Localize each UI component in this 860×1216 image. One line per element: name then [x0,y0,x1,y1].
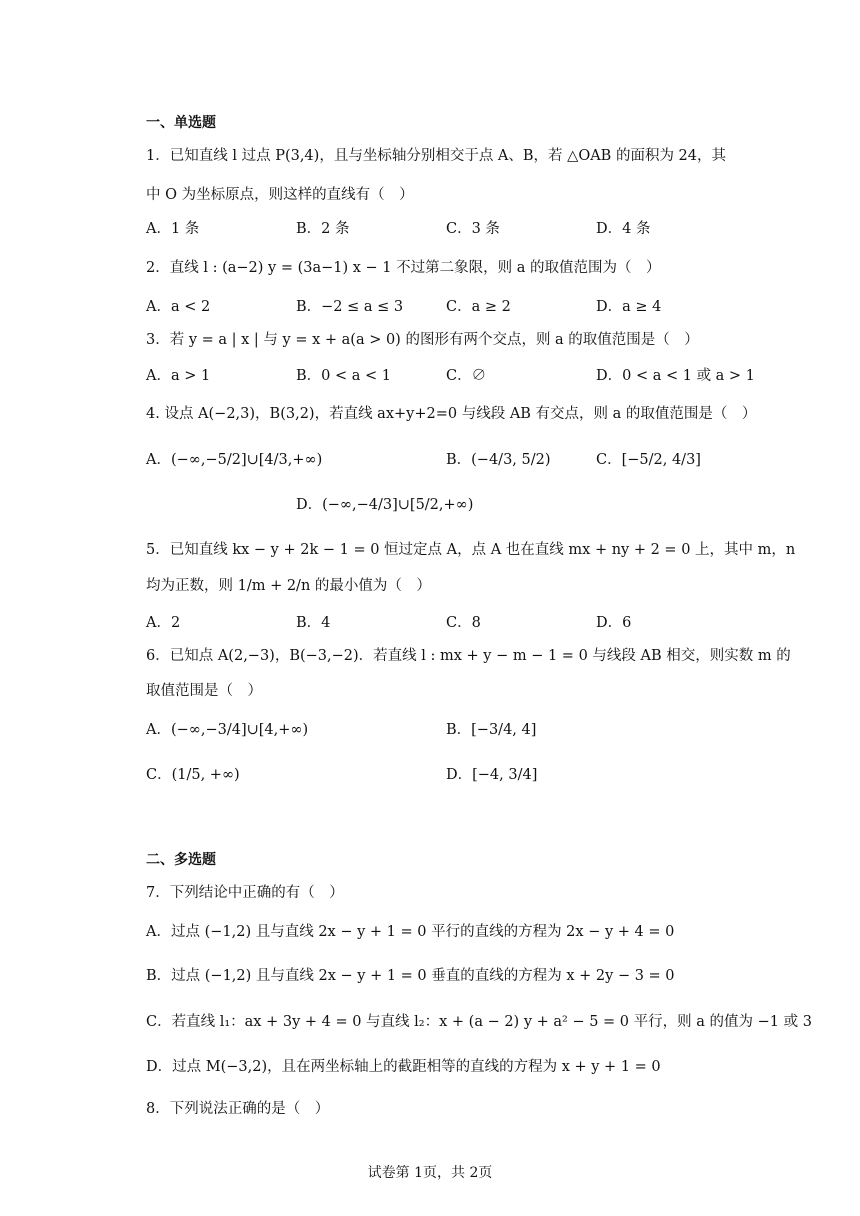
q5-option-d: D．6 [596,615,632,631]
question-2-line-1: 2．直线 l : (a−2) y = (3a−1) x − 1 不过第二象限，则 a 的取值范围为（ ） [146,260,661,276]
question-4-line-1: 4. 设点 A(−2,3)，B(3,2)，若直线 ax+y+2=0 与线段 AB 有交点，则 a 的取值范围是（ ） [146,406,757,422]
question-5-line-1: 5．已知直线 kx − y + 2k − 1 = 0 恒过定点 A，点 A 也在直线 mx + ny + 2 = 0 上，其中 m，n [146,542,796,558]
section-title-multiple-choice: 二、多选题 [146,852,216,868]
question-3-line-1: 3．若 y = a | x | 与 y = x + a(a > 0) 的图形有两个交点，则 a 的取值范围是（ ） [146,332,699,348]
q4-option-b: B．(−4/3, 5/2) [446,452,551,468]
q5-option-c: C．8 [446,615,481,631]
q4-option-a: A．(−∞,−5/2]∪[4/3,+∞) [146,452,323,468]
q7-option-b: B．过点 (−1,2) 且与直线 2x − y + 1 = 0 垂直的直线的方程为 x + 2y − 3 = 0 [146,968,675,984]
question-6-line-1: 6．已知点 A(2,−3)，B(−3,−2)．若直线 l : mx + y − m − 1 = 0 与线段 AB 相交，则实数 m 的 [146,648,791,664]
question-5-line-2: 均为正数，则 1/m + 2/n 的最小值为（ ） [146,578,431,594]
question-7-line-1: 7．下列结论中正确的有（ ） [146,885,344,901]
q6-option-c: C．(1/5, +∞) [146,767,240,783]
q2-option-d: D．a ≥ 4 [596,299,662,315]
q6-option-d: D．[−4, 3/4] [446,767,538,783]
q3-option-d: D．0 < a < 1 或 a > 1 [596,368,755,384]
q1-option-c: C．3 条 [446,221,500,237]
q4-option-d: D．(−∞,−4/3]∪[5/2,+∞) [296,497,474,513]
question-6-line-2: 取值范围是（ ） [146,683,262,699]
q1-option-d: D．4 条 [596,221,651,237]
q7-option-c: C．若直线 l₁：ax + 3y + 4 = 0 与直线 l₂：x + (a − 2) y + a² − 5 = 0 平行，则 a 的值为 −1 或 3 [146,1014,812,1030]
q3-option-c: C．∅ [446,368,487,384]
question-8-line-1: 8．下列说法正确的是（ ） [146,1101,330,1117]
q1-option-a: A．1 条 [146,221,200,237]
q2-option-b: B．−2 ≤ a ≤ 3 [296,299,404,315]
question-1-line-2: 中 O 为坐标原点，则这样的直线有（ ） [146,187,414,203]
q5-option-a: A．2 [146,615,181,631]
page-footer: 试卷第 1页，共 2页 [367,1165,493,1181]
q6-option-a: A．(−∞,−3/4]∪[4,+∞) [146,722,309,738]
q1-option-b: B．2 条 [296,221,350,237]
q2-option-a: A．a < 2 [146,299,211,315]
q7-option-a: A．过点 (−1,2) 且与直线 2x − y + 1 = 0 平行的直线的方程为 2x − y + 4 = 0 [146,924,675,940]
q3-option-a: A．a > 1 [146,368,211,384]
q4-option-c: C．[−5/2, 4/3] [596,452,701,468]
section-title-single-choice: 一、单选题 [146,115,216,131]
q6-option-b: B．[−3/4, 4] [446,722,537,738]
q7-option-d: D．过点 M(−3,2)，且在两坐标轴上的截距相等的直线的方程为 x + y + 1 = 0 [146,1059,661,1075]
q3-option-b: B．0 < a < 1 [296,368,391,384]
q5-option-b: B．4 [296,615,331,631]
question-1-line-1: 1．已知直线 l 过点 P(3,4)，且与坐标轴分别相交于点 A、B，若 △OAB 的面积为 24，其 [146,148,726,164]
q2-option-c: C．a ≥ 2 [446,299,511,315]
